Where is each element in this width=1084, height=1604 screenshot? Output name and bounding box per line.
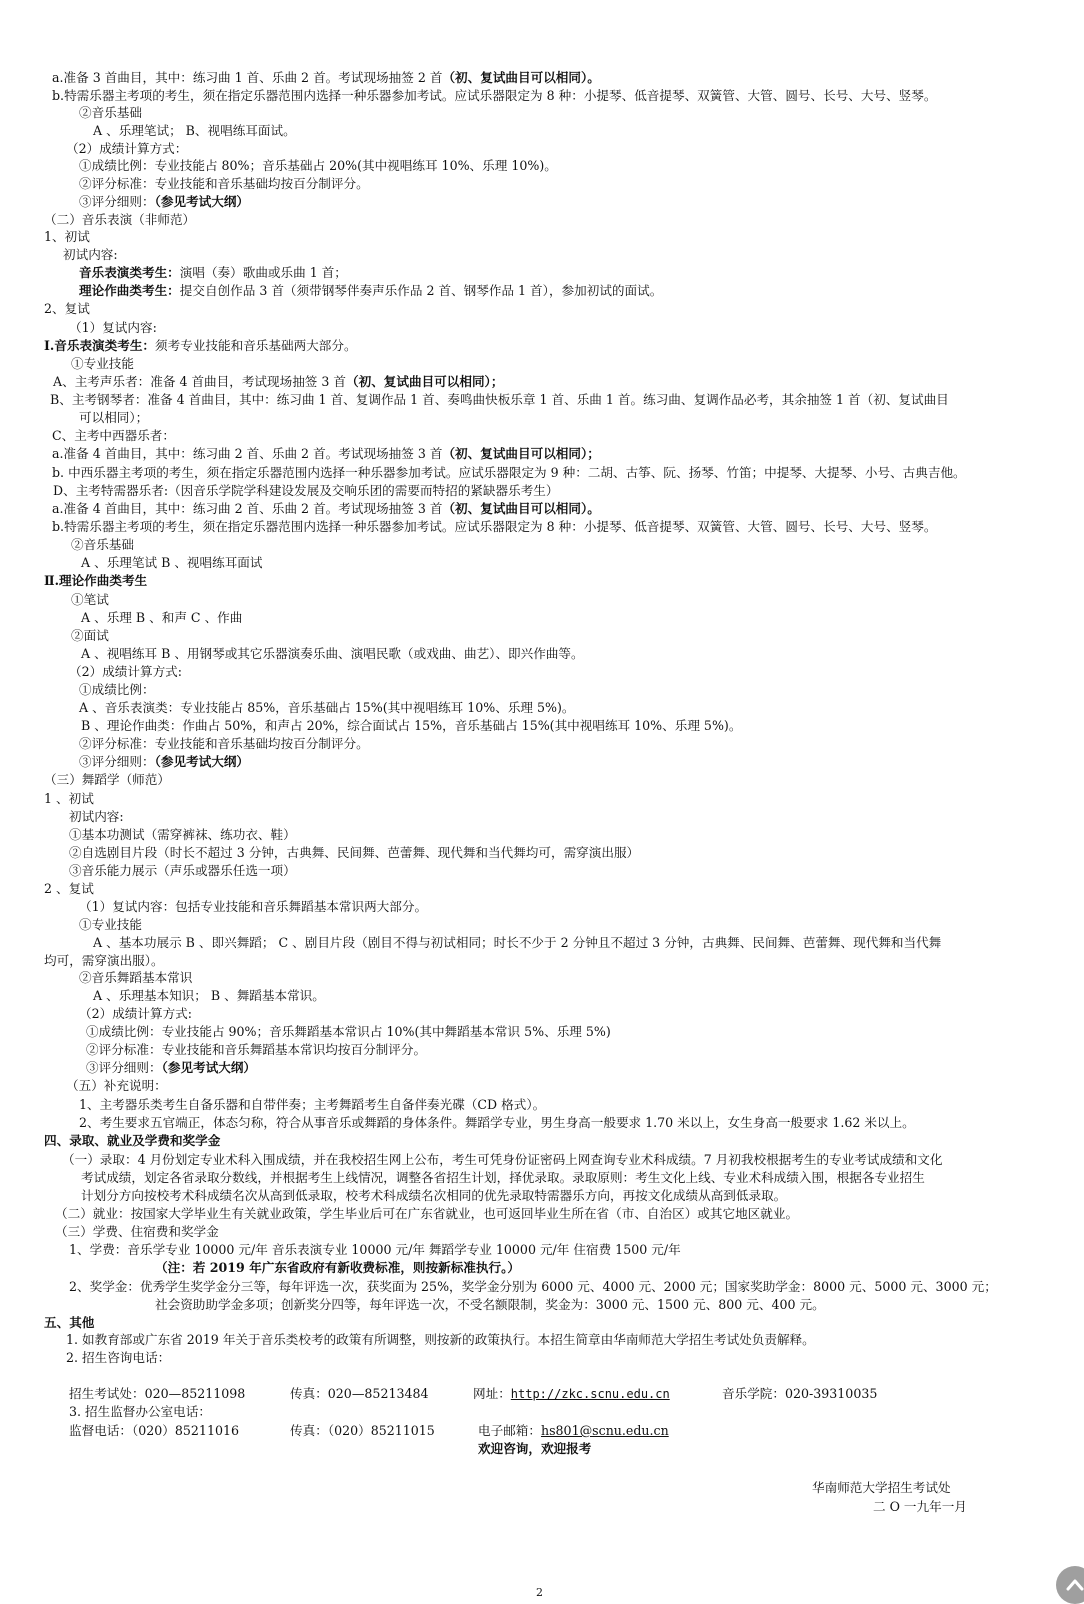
line-text: A 、音乐表演类：专业技能占 85%，音乐基础占 15%(其中视唱练耳 10%、乐理 5%)。 — [79, 700, 575, 715]
line-text: 初试内容: — [63, 247, 118, 262]
music-school-phone: 音乐学院：020-39310035 — [722, 1386, 878, 1401]
line-text: A 、基本功展示 B 、即兴舞蹈； C 、剧目片段（剧目不得与初试相同；时长不少于 2 分钟且不超过 3 分钟，古典舞、民间舞、芭蕾舞、现代舞和当代舞 — [93, 935, 942, 950]
text-line — [52, 428, 175, 443]
text-line — [71, 592, 109, 607]
text-line — [86, 1024, 611, 1039]
emphasis-text: Ⅱ.理论作曲类考生 — [44, 573, 148, 588]
line-text: 1、初试 — [44, 229, 90, 244]
text-line — [55, 1206, 798, 1221]
text-line — [52, 88, 936, 103]
line-text: （1）复试内容：包括专业技能和音乐舞蹈基本常识两大部分。 — [79, 899, 428, 914]
text-line — [53, 483, 559, 498]
text-line — [71, 628, 109, 643]
text-line — [44, 1315, 94, 1330]
text-line — [155, 1297, 825, 1312]
line-text: ①成绩比例：专业技能占 90%；音乐舞蹈基本常识占 10%(其中舞蹈基本常识 5%、乐理 5%) — [86, 1024, 611, 1039]
line-text: b.特需乐器主考项的考生，须在指定乐器范围内选择一种乐器参加考试。应试乐器限定为 8 种：小提琴、低音提琴、双簧管、大管、圆号、长号、大号、竖琴。 — [52, 519, 937, 534]
text-line — [44, 573, 147, 588]
emphasis-text: （初、复试曲目可以相同）。 — [442, 501, 600, 516]
line-text: 社会资助助学金多项；创新奖分四等，每年评选一次，不受名额限制，奖金为：3000 元、1500 元、800 元、400 元。 — [155, 1297, 825, 1312]
text-line — [66, 1350, 170, 1365]
line-text: 2. 招生咨询电话： — [66, 1350, 171, 1365]
email-label: 电子邮箱： — [478, 1423, 541, 1438]
supervision-fax: 传真：（020）85211015 — [290, 1423, 435, 1438]
line-text: ①专业技能 — [79, 917, 142, 932]
text-line — [79, 754, 249, 769]
line-text: ③评分细则： — [79, 194, 155, 209]
line-text: ①成绩比例：专业技能占 80%；音乐基础占 20%(其中视唱练耳 10%、乐理 10%)。 — [79, 158, 557, 173]
line-text: 初试内容: — [69, 809, 124, 824]
text-line — [44, 212, 195, 227]
line-text: a.准备 4 首曲目，其中：练习曲 2 首、乐曲 2 首。考试现场抽签 3 首 — [52, 446, 443, 461]
text-line — [44, 881, 94, 896]
scroll-to-top-button[interactable] — [1056, 1566, 1084, 1604]
line-text: A 、乐理笔试 B 、视唱练耳面试 — [81, 555, 263, 570]
supervision-title: 3. 招生监督办公室电话： — [69, 1404, 211, 1419]
text-line — [79, 283, 662, 298]
line-text: 2、考生要求五官端正，体态匀称，符合从事音乐或舞蹈的身体条件。舞蹈学专业，男生身高一般要求 1.70 米以上，女生身高一般要求 1.62 米以上。 — [79, 1115, 915, 1130]
text-line — [52, 501, 600, 516]
line-text: b. 中西乐器主考项的考生，须在指定乐器范围内选择一种乐器参加考试。应试乐器限定为 9 种：二胡、古筝、阮、扬琴、竹笛；中提琴、大提琴、小号、古典吉他。 — [52, 465, 966, 480]
line-text: ①基本功测试（需穿裤袜、练功衣、鞋） — [69, 827, 296, 842]
text-line — [81, 1188, 786, 1203]
text-line — [69, 1242, 681, 1257]
text-line — [69, 827, 296, 842]
page-number: 2 — [536, 1586, 543, 1599]
line-text: 可以相同）； — [79, 410, 149, 425]
line-text: （五）补充说明： — [66, 1078, 167, 1093]
text-line — [79, 105, 142, 120]
text-line — [44, 338, 357, 353]
text-line — [79, 682, 155, 697]
text-line — [50, 392, 949, 407]
line-text: ①成绩比例： — [79, 682, 155, 697]
text-line — [52, 519, 936, 534]
text-line — [62, 1152, 942, 1167]
text-line — [71, 356, 134, 371]
line-text: ①笔试 — [71, 592, 109, 607]
line-text: （1）复试内容: — [69, 320, 157, 335]
text-line — [79, 917, 142, 932]
line-text: A、主考声乐者：准备 4 首曲目，考试现场抽签 3 首 — [53, 374, 347, 389]
emphasis-text: Ⅰ.音乐表演类考生： — [44, 338, 156, 353]
line-text: ①专业技能 — [71, 356, 134, 371]
text-line — [52, 446, 600, 461]
text-line — [79, 970, 192, 985]
text-line — [44, 953, 164, 968]
line-text: ②音乐基础 — [71, 537, 134, 552]
text-line — [81, 1170, 925, 1185]
text-line — [69, 664, 182, 679]
text-line — [81, 610, 242, 625]
text-line — [53, 374, 503, 389]
text-line — [69, 320, 157, 335]
line-text: ②音乐舞蹈基本常识 — [79, 970, 193, 985]
line-text: （三）舞蹈学（师范） — [44, 772, 170, 787]
line-text: （2）成绩计算方式: — [69, 664, 183, 679]
text-line — [69, 809, 124, 824]
emphasis-text: 五、其他 — [44, 1315, 95, 1330]
text-line — [79, 194, 249, 209]
emphasis-text: （初、复试曲目可以相同）； — [442, 446, 600, 461]
text-line — [155, 1260, 520, 1275]
line-text: 1 、初试 — [44, 791, 94, 806]
supervision-phone: 监督电话：（020）85211016 — [69, 1423, 239, 1438]
line-text: 2、奖学金：优秀学生奖学金分三等，每年评选一次，获奖面为 25%，奖学金分别为 6000 元、4000 元、2000 元；国家奖助学金：8000 元、5000 元、3000 元； — [69, 1279, 997, 1294]
text-line — [69, 1279, 997, 1294]
line-text: ③评分细则： — [79, 754, 155, 769]
text-line — [93, 988, 325, 1003]
signature-date: 二 O 一九年一月 — [873, 1499, 967, 1514]
chevron-up-icon — [1065, 1575, 1084, 1595]
text-line — [44, 772, 170, 787]
line-text: D、主考特需器乐者:（因音乐学院学科建设发展及交响乐团的需要而特招的紧缺器乐考生） — [53, 483, 559, 498]
line-text: 1. 如教育部或广东省 2019 年关于音乐类校考的政策有所调整，则按新的政策执行。本招生简章由华南师范大学招生考试处负责解释。 — [66, 1332, 815, 1347]
text-line — [69, 845, 639, 860]
line-text: B 、理论作曲类：作曲占 50%，和声占 20%，综合面试占 15%，音乐基础占 15%(其中视唱练耳 10%、乐理 5%)。 — [81, 718, 742, 733]
emphasis-text: 四、录取、就业及学费和奖学金 — [44, 1133, 221, 1148]
text-line — [79, 1006, 192, 1021]
text-line — [93, 935, 941, 950]
text-line — [79, 899, 427, 914]
email-link[interactable]: hs801@scnu.edu.cn — [540, 1423, 669, 1438]
text-line — [44, 229, 90, 244]
line-text: A 、视唱练耳 B 、用钢琴或其它乐器演奏乐曲、演唱民歌（或戏曲、曲艺）、即兴作曲等。 — [81, 646, 584, 661]
line-text: a.准备 4 首曲目，其中：练习曲 2 首、乐曲 2 首。考试现场抽签 3 首 — [52, 501, 443, 516]
admissions-office-phone: 招生考试处：020—85211098 — [69, 1386, 246, 1401]
line-text: ②自选剧目片段（时长不超过 3 分钟，古典舞、民间舞、芭蕾舞、现代舞和当代舞均可，需穿演出服） — [69, 845, 640, 860]
line-text: B、主考钢琴者：准备 4 首曲目，其中：练习曲 1 首、复调作品 1 首、奏鸣曲快板乐章 1 首、乐曲 1 首。练习曲、复调作品必考，其余抽签 1 首（初、复试曲目 — [50, 392, 949, 407]
fax-number: 传真：020—85213484 — [290, 1386, 429, 1401]
line-text: A 、乐理基本知识； B 、舞蹈基本常识。 — [93, 988, 325, 1003]
text-line — [52, 465, 966, 480]
line-text: 2 、复试 — [44, 881, 94, 896]
line-text: A 、乐理 B 、和声 C 、作曲 — [81, 610, 243, 625]
text-line — [66, 141, 187, 156]
line-text: ②音乐基础 — [79, 105, 142, 120]
text-line — [79, 410, 148, 425]
line-text: （三）学费、住宿费和奖学金 — [55, 1224, 219, 1239]
text-line — [79, 736, 369, 751]
welcome-text: 欢迎咨询，欢迎报考 — [478, 1441, 592, 1456]
line-text: 2、复试 — [44, 301, 90, 316]
line-text: ②评分标准：专业技能和音乐基础均按百分制评分。 — [79, 176, 369, 191]
emphasis-text: （注：若 2019 年广东省政府有新收费标准，则按新标准执行。） — [155, 1260, 520, 1275]
text-line — [71, 537, 134, 552]
line-text: （一）录取：4 月份划定专业术科入围成绩，并在我校招生网上公布，考生可凭身份证密码上网查询专业术科成绩。7 月初我校根据考生的专业考试成绩和文化 — [62, 1152, 943, 1167]
line-text: 均可，需穿演出服）。 — [44, 953, 164, 968]
text-line — [66, 1078, 167, 1093]
line-text: A 、乐理笔试； B、视唱练耳面试。 — [93, 123, 296, 138]
line-text: ③音乐能力展示（声乐或器乐任选一项） — [69, 863, 296, 878]
line-text: ③评分细则： — [86, 1060, 162, 1075]
text-line — [79, 265, 347, 280]
line-text: 考试成绩，划定各省录取分数线，并根据考生上线情况，调整各省招生计划，择优录取。录取原则：考生文化上线、专业术科成绩入围，根据各专业招生 — [81, 1170, 925, 1185]
emphasis-text: （参见考试大纲） — [154, 754, 250, 769]
text-line — [79, 700, 575, 715]
line-text: 计划分方向按校考术科成绩名次从高到低录取，校考术科成绩名次相同的优先录取特需器乐方向，再按文化成绩从高到低录取。 — [81, 1188, 787, 1203]
text-line — [81, 646, 584, 661]
text-line — [69, 863, 296, 878]
text-line — [63, 247, 118, 262]
line-text: 演唱（奏）歌曲或乐曲 1 首； — [179, 265, 347, 280]
text-line — [81, 718, 741, 733]
line-text: 提交自创作品 3 首（须带钢琴伴奏声乐作品 2 首、钢琴作品 1 首），参加初试的面试。 — [179, 283, 663, 298]
text-line — [55, 1224, 219, 1239]
line-text: （二）音乐表演（非师范） — [44, 212, 196, 227]
line-text: （2）成绩计算方式： — [66, 141, 188, 156]
text-line — [79, 176, 369, 191]
line-text: （二）就业：按国家大学毕业生有关就业政策，学生毕业后可在广东省就业，也可返回毕业生所在省（市、自治区）或其它地区就业。 — [55, 1206, 799, 1221]
text-line — [93, 123, 296, 138]
text-line — [66, 1332, 815, 1347]
text-line — [86, 1060, 256, 1075]
emphasis-text: 理论作曲类考生： — [79, 283, 180, 298]
text-line — [79, 1115, 915, 1130]
line-text: （2）成绩计算方式: — [79, 1006, 193, 1021]
line-text: C、主考中西器乐者： — [52, 428, 175, 443]
website-label: 网址： — [473, 1386, 511, 1401]
text-line — [79, 158, 557, 173]
text-line — [44, 791, 94, 806]
line-text: 须考专业技能和音乐基础两大部分。 — [155, 338, 357, 353]
signature-org: 华南师范大学招生考试处 — [812, 1480, 951, 1495]
line-text: ②评分标准：专业技能和音乐舞蹈基本常识均按百分制评分。 — [86, 1042, 427, 1057]
line-text: b.特需乐器主考项的考生，须在指定乐器范围内选择一种乐器参加考试。应试乐器限定为 8 种：小提琴、低音提琴、双簧管、大管、圆号、长号、大号、竖琴。 — [52, 88, 937, 103]
emphasis-text: （初、复试曲目可以相同）。 — [442, 70, 600, 85]
text-line — [52, 70, 600, 85]
line-text: 1、学费：音乐学专业 10000 元/年 音乐表演专业 10000 元/年 舞蹈学专业 10000 元/年 住宿费 1500 元/年 — [69, 1242, 681, 1257]
text-line — [44, 301, 90, 316]
emphasis-text: （参见考试大纲） — [154, 194, 250, 209]
text-line — [79, 1097, 545, 1112]
email-row — [478, 1423, 669, 1438]
line-text: ②评分标准：专业技能和音乐基础均按百分制评分。 — [79, 736, 369, 751]
line-text: a.准备 3 首曲目，其中：练习曲 1 首、乐曲 2 首。考试现场抽签 2 首 — [52, 70, 443, 85]
text-line — [86, 1042, 426, 1057]
text-line — [81, 555, 262, 570]
website-row — [473, 1386, 670, 1402]
line-text: 1、主考器乐类考生自备乐器和自带伴奏；主考舞蹈考生自备伴奏光碟（CD 格式）。 — [79, 1097, 546, 1112]
emphasis-text: （参见考试大纲） — [161, 1060, 257, 1075]
line-text: ②面试 — [71, 628, 109, 643]
emphasis-text: （初、复试曲目可以相同）； — [346, 374, 504, 389]
emphasis-text: 音乐表演类考生： — [79, 265, 180, 280]
website-link[interactable]: http://zkc.scnu.edu.cn — [510, 1387, 670, 1401]
text-line — [44, 1133, 220, 1148]
